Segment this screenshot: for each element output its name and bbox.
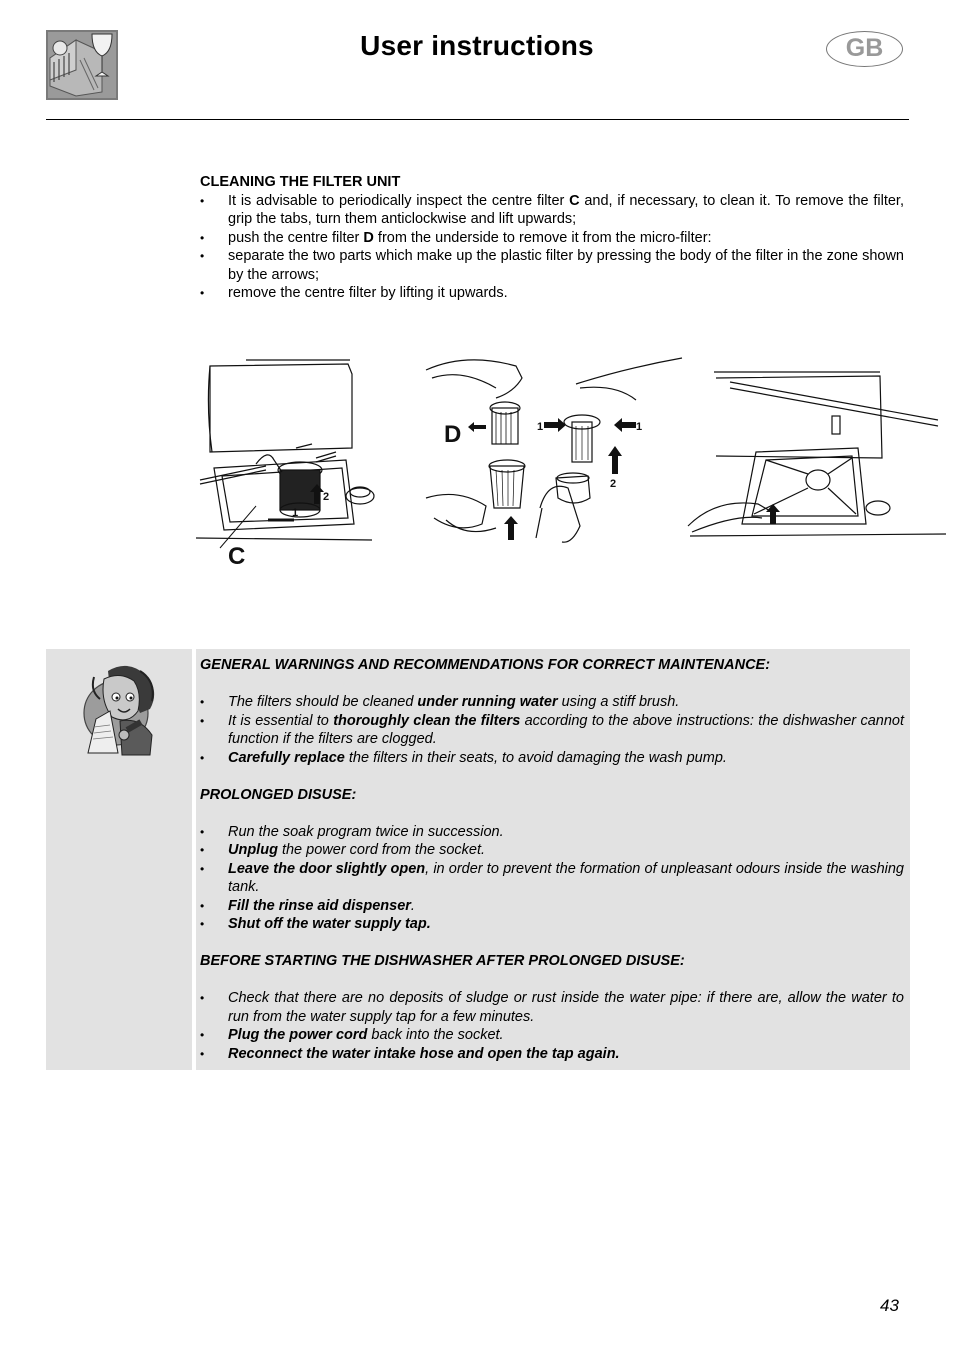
- item-text: back into the socket.: [367, 1027, 504, 1043]
- language-badge: GB: [826, 31, 903, 67]
- list-item: [200, 693, 904, 712]
- restart-list: [200, 989, 904, 1063]
- filter-cleaning-section: [200, 173, 904, 303]
- item-bold-text: Shut off the water supply tap.: [228, 916, 431, 932]
- figure-lift-filter: [688, 372, 946, 536]
- list-item: [200, 284, 904, 303]
- page-title: User instructions: [360, 30, 594, 61]
- item-bold-text: Fill the rinse aid dispenser: [228, 897, 411, 914]
- item-text: and, if necessary, to clean it. To remove the filter, grip the tabs, turn them anticlockwise and lift upwards;: [228, 192, 904, 227]
- item-text: Run the soak program twice in succession.: [228, 823, 504, 840]
- item-bold-text: under running water: [417, 694, 558, 710]
- warnings-heading: GENERAL WARNINGS AND RECOMMENDATIONS FOR CORRECT MAINTENANCE:: [200, 657, 771, 673]
- list-item: [200, 749, 904, 768]
- item-text: using a stiff brush.: [557, 694, 680, 710]
- step-number: 1: [292, 507, 299, 519]
- maintenance-list: [200, 693, 904, 767]
- item-bold-text: Reconnect the water intake hose and open the tap again.: [228, 1045, 620, 1062]
- item-text: push the centre filter: [228, 229, 364, 246]
- figure-separate-filter: [426, 358, 682, 542]
- item-text: It is essential to: [228, 712, 334, 729]
- restart-heading: BEFORE STARTING THE DISHWASHER AFTER PROLONGED DISUSE:: [200, 953, 685, 969]
- item-bold-text: thoroughly clean the filters: [333, 712, 521, 729]
- item-text: the filters in their seats, to avoid damaging the wash pump.: [344, 749, 727, 766]
- left-arrow-icon: [614, 418, 636, 432]
- item-text: remove the centre filter by lifting it upwards.: [228, 285, 508, 301]
- maintenance-warnings: [200, 656, 904, 1063]
- section-heading: CLEANING THE FILTER UNIT: [200, 174, 401, 190]
- item-bold-text: D: [363, 229, 374, 246]
- list-item: [200, 247, 904, 284]
- step-number: 2: [323, 491, 330, 503]
- item-text: The filters should be cleaned: [228, 694, 418, 710]
- disuse-list: [200, 823, 904, 934]
- woman-mascot-icon: [80, 661, 160, 757]
- item-bold-text: Carefully replace: [228, 749, 345, 766]
- filter-removal-illustrations: [196, 348, 946, 578]
- list-item: [200, 860, 904, 897]
- item-bold-text: Leave the door slightly open: [228, 860, 426, 877]
- page-number: 43: [880, 1296, 899, 1315]
- filter-label-c: C: [228, 543, 246, 570]
- item-text: .: [410, 897, 415, 914]
- list-item: [200, 192, 904, 229]
- item-text: Check that there are no deposits of sludge or rust inside the water pipe: if there are, allow the water to run from the water supply tap for a few minutes.: [228, 990, 904, 1025]
- item-text: It is advisable to periodically inspect the centre filter: [228, 192, 570, 209]
- list-item: [200, 823, 904, 842]
- left-arrow-icon: [468, 422, 486, 432]
- figure-rotate-filter: [196, 360, 374, 548]
- list-item: [200, 915, 904, 934]
- disuse-heading: PROLONGED DISUSE:: [200, 786, 357, 803]
- item-bold-text: Plug the power cord: [228, 1027, 368, 1043]
- item-bold-text: C: [569, 192, 580, 209]
- list-item: [200, 229, 904, 248]
- header-divider: [46, 119, 909, 120]
- item-text: the power cord from the socket.: [277, 842, 486, 858]
- list-item: [200, 712, 904, 749]
- item-text: separate the two parts which make up the plastic filter by pressing the body of the filter in the zone shown by the arrows;: [228, 248, 904, 283]
- item-text: from the underside to remove it from the micro-filter:: [373, 229, 712, 246]
- step-number: 1: [636, 421, 643, 433]
- list-item: [200, 897, 904, 916]
- list-item: [200, 1026, 904, 1045]
- step-number: 2: [610, 478, 617, 490]
- list-item: [200, 841, 904, 860]
- item-text: according to the above instructions: the dishwasher cannot function if the filters are clogged.: [228, 712, 905, 747]
- right-arrow-icon: [544, 418, 566, 432]
- item-text: , in order to prevent the formation of unpleasant odours inside the washing tank.: [228, 860, 904, 895]
- filter-label-d: D: [444, 421, 462, 448]
- item-bold-text: Unplug: [228, 842, 278, 858]
- list-item: [200, 989, 904, 1026]
- list-item: [200, 1045, 904, 1064]
- filter-steps-list: [200, 192, 904, 303]
- up-arrow-icon: [608, 446, 622, 474]
- up-arrow-icon: [504, 516, 518, 540]
- step-number: 1: [537, 421, 544, 433]
